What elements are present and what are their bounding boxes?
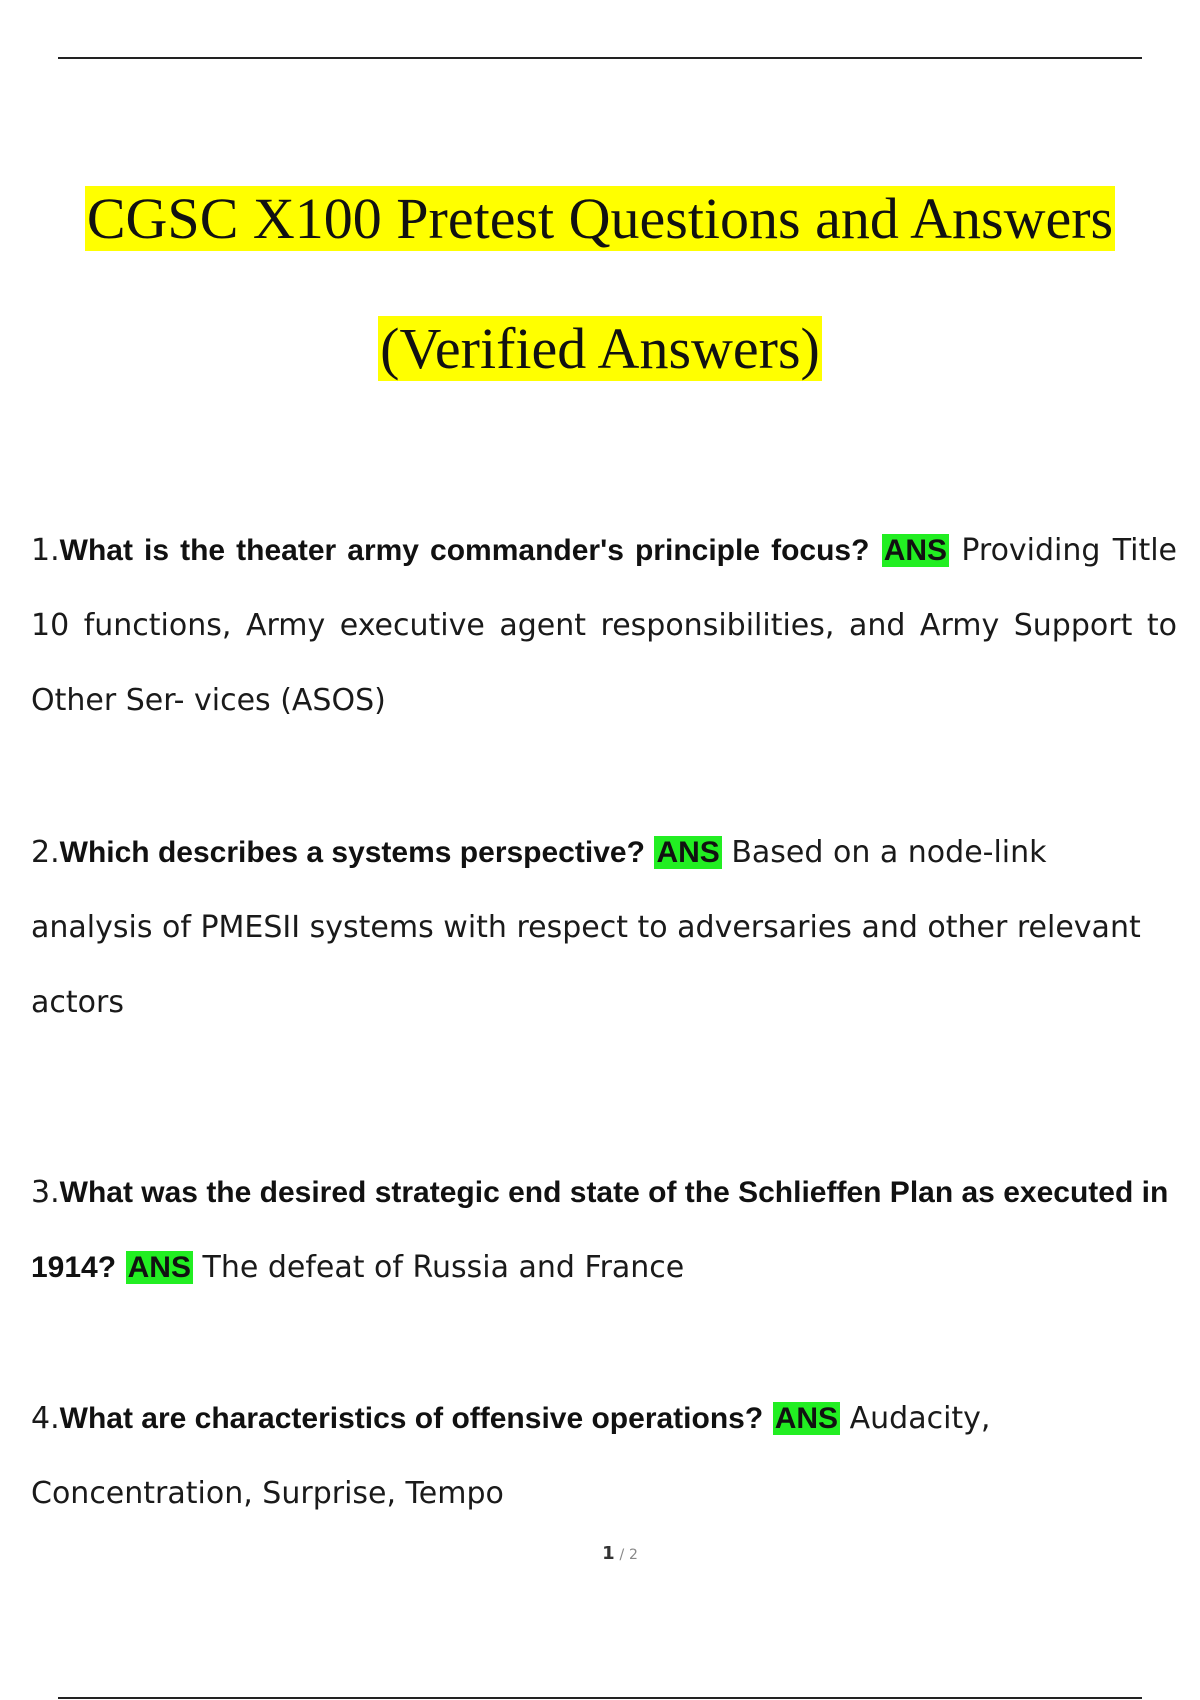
ans-marker: ANS <box>656 836 720 869</box>
document-title-line-1 <box>0 186 1200 252</box>
document-title-line-2 <box>0 316 1200 382</box>
total-pages: 2 <box>628 1547 638 1563</box>
question-text: Which describes a systems perspective? <box>59 836 645 869</box>
current-page-number: 1 <box>602 1543 615 1564</box>
title-highlight-1: CGSC X100 Pretest Questions and Answers <box>86 186 1114 251</box>
question-text: What are characteristics of offensive operations? <box>59 1402 764 1435</box>
question-number: 3. <box>31 1175 60 1210</box>
top-rule <box>58 57 1142 59</box>
page-indicator <box>0 1543 1200 1564</box>
ans-marker: ANS <box>774 1402 839 1435</box>
ans-marker: ANS <box>883 534 948 567</box>
question-number: 1. <box>31 533 60 568</box>
question-number: 2. <box>31 835 60 870</box>
title-highlight-2: (Verified Answers) <box>380 316 820 381</box>
bottom-rule <box>58 1697 1142 1699</box>
qa-item-1 <box>31 513 1177 738</box>
question-text: What was the desired strategic end state of the Schlieffen Plan as executed in 1914? <box>31 1176 1169 1284</box>
qa-item-4 <box>31 1381 1177 1531</box>
answer-text: Based on a node-link analysis of PMESII systems with respect to adversaries and other relevant actors <box>31 835 1141 1020</box>
qa-item-2 <box>31 815 1177 1040</box>
qa-item-3 <box>31 1155 1177 1305</box>
question-number: 4. <box>31 1401 60 1436</box>
answer-text: The defeat of Russia and France <box>202 1250 685 1285</box>
answer-text: Providing Title 10 functions, Army executive agent responsibilities, and Army Support to Other Ser- vices (ASOS) <box>31 533 1178 718</box>
ans-marker: ANS <box>127 1251 191 1284</box>
page-separator: / <box>619 1547 625 1563</box>
answer-text: Audacity, Concentration, Surprise, Tempo <box>31 1401 991 1511</box>
question-text: What is the theater army commander's principle focus? <box>59 534 870 567</box>
